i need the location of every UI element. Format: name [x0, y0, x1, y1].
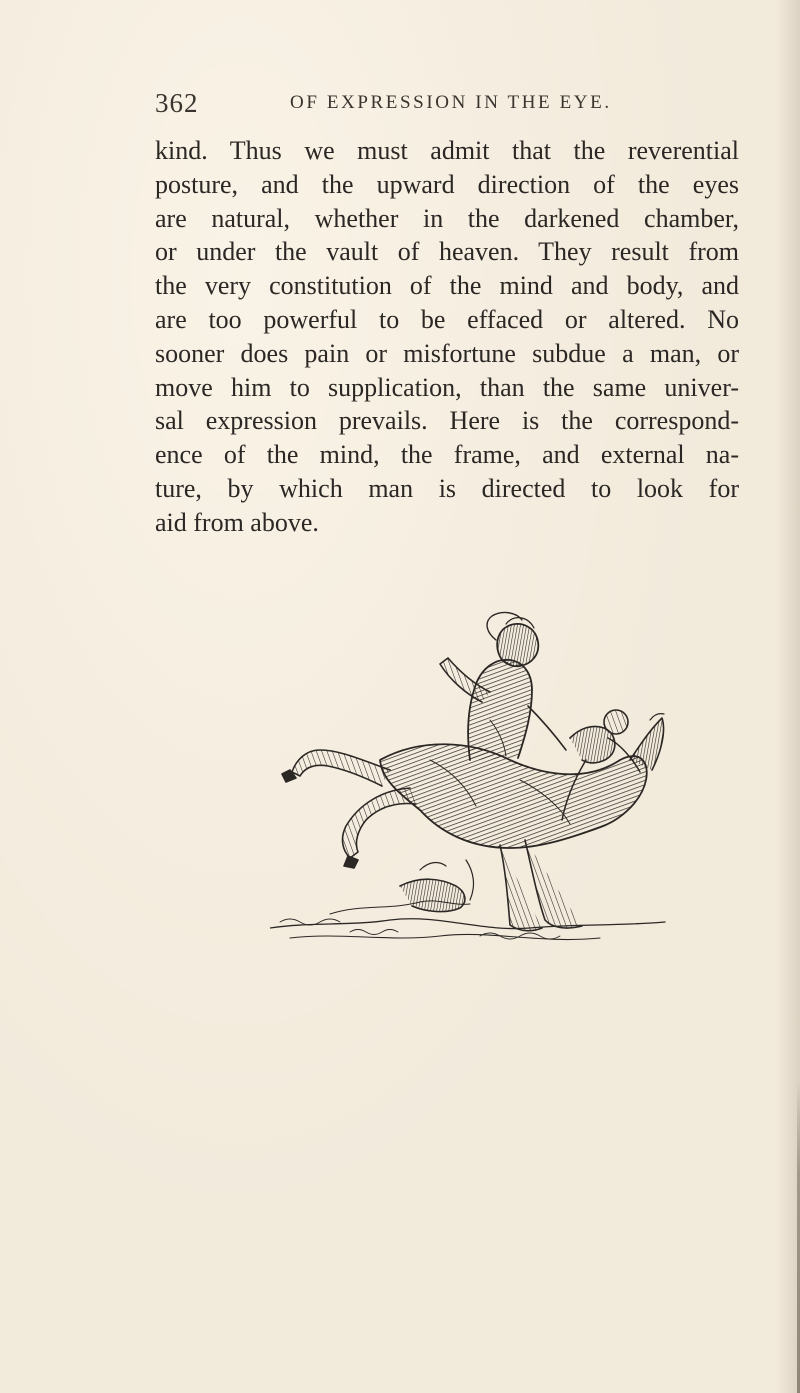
text-line: sal expression prevails. Here is the correspond-	[155, 406, 739, 436]
body-paragraph	[155, 134, 739, 540]
centaur-engraving-icon	[270, 610, 670, 965]
text-line: are natural, whether in the darkened chamber,	[155, 203, 739, 233]
text-line: posture, and the upward direction of the eyes	[155, 169, 739, 199]
text-line: the very constitution of the mind and body, and	[155, 271, 739, 301]
text-line: are too powerful to be effaced or altered. No	[155, 304, 739, 334]
running-head	[155, 88, 625, 122]
text-line: or under the vault of heaven. They result from	[155, 237, 739, 267]
text-line: ence of the mind, the frame, and external na-	[155, 440, 739, 470]
page-number: 362	[155, 88, 199, 118]
text-line: aid from above.	[155, 507, 319, 537]
text-line: ture, by which man is directed to look for	[155, 473, 739, 503]
text-line: move him to supplication, than the same univer-	[155, 372, 739, 402]
text-line: sooner does pain or misfortune subdue a man, or	[155, 338, 739, 368]
running-title: OF EXPRESSION IN THE EYE.	[290, 92, 612, 113]
engraving-illustration	[270, 610, 670, 965]
text-line: kind. Thus we must admit that the reverential	[155, 136, 739, 165]
